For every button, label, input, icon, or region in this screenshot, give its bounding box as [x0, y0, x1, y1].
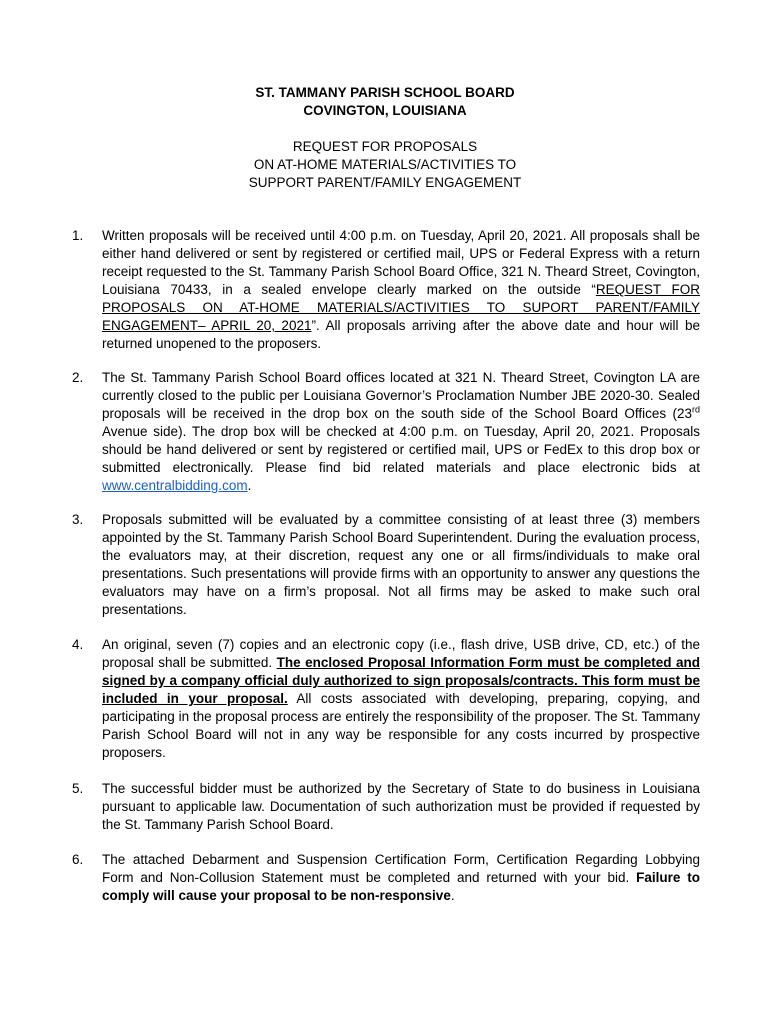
item-text: Written proposals will be received until 4:00 p.m. on Tuesday, April 20, 2021. All proposals shall be either hand delivered or sent by registered or certified mail, UPS or Federal Express with a return receipt requested to the St. Tammany Parish School Board Office, 321 N. Theard Street, Covington, Louisiana 70433, in a sealed envelope clearly marked on the outside “REQUEST FOR PROPOSALS ON AT-HOME MATERIALS/ACTIVITIES TO SUPORT PARENT/FAMILY ENGAGEMENT– APRIL 20, 2021”. All proposals arriving after the above date and hour will be returned unopened to the proposers.	[102, 228, 700, 351]
list-item	[72, 369, 700, 495]
required-form-notice: The enclosed Proposal Information Form must be completed and signed by a company official duly authorized to sign proposals/contracts. This form must be included in your proposal.	[102, 655, 700, 706]
item-number: 1.	[72, 228, 84, 243]
item-text: The successful bidder must be authorized by the Secretary of State to do business in Louisiana pursuant to applicable law. Documentation of such authorization must be provided if requested by the St. Tammany Parish School Board.	[102, 781, 700, 832]
item-number: 5.	[72, 781, 84, 796]
title-line-3: SUPPORT PARENT/FAMILY ENGAGEMENT	[248, 175, 522, 190]
item-text: The attached Debarment and Suspension Certification Form, Certification Regarding Lobbying Form and Non-Collusion Statement must be completed and returned with your bid. Failure to comply will cause your proposal to be non-responsive.	[102, 852, 700, 903]
item-text: The St. Tammany Parish School Board offices located at 321 N. Theard Street, Covington LA are currently closed to the public per Louisiana Governor’s Proclamation Number JBE 2020-30. Sealed proposals will be received in the drop box on the south side of the School Board Offices (23rd Avenue side). The drop box will be checked at 4:00 p.m. on Tuesday, April 20, 2021. Proposals should be hand delivered or sent by registered or certified mail, UPS or FedEx to this drop box or submitted electronically. Please find bid related materials and place electronic bids at www.centralbidding.com.	[102, 370, 700, 493]
list-item	[72, 511, 700, 619]
list-item	[72, 780, 700, 834]
non-responsive-warning: Failure to comply will cause your proposal to be non-responsive	[102, 870, 700, 903]
list-item	[72, 636, 700, 762]
title-line-1: REQUEST FOR PROPOSALS	[292, 139, 478, 154]
list-item	[72, 851, 700, 905]
item-number: 6.	[72, 852, 84, 867]
title-line-2: ON AT-HOME MATERIALS/ACTIVITIES TO	[253, 157, 517, 172]
bidding-site-link[interactable]: www.centralbidding.com	[102, 478, 248, 493]
list-item	[72, 227, 700, 353]
item-text: Proposals submitted will be evaluated by a committee consisting of at least three (3) members appointed by the St. Tammany Parish School Board Superintendent. During the evaluation process, the evaluators may, at their discretion, request any one or all firms/individuals to make oral presentations. Such presentations will provide firms with an opportunity to answer any questions the evaluators may have on a firm’s proposal. Not all firms may be asked to make such oral presentations.	[102, 512, 700, 617]
org-location: COVINGTON, LOUISIANA	[303, 103, 467, 118]
item-number: 4.	[72, 637, 84, 652]
document-title	[0, 138, 770, 192]
document-header	[0, 84, 770, 120]
org-name: ST. TAMMANY PARISH SCHOOL BOARD	[255, 85, 515, 100]
item-number: 3.	[72, 512, 84, 527]
item-number: 2.	[72, 370, 84, 385]
item-text: An original, seven (7) copies and an electronic copy (i.e., flash drive, USB drive, CD, etc.) of the proposal shall be submitted. The enclosed Proposal Information Form must be completed and signed by a company official duly authorized to sign proposals/contracts. This form must be included in your proposal. All costs associated with developing, preparing, copying, and participating in the proposal process are entirely the responsibility of the proposer. The St. Tammany Parish School Board will not in any way be responsible for any costs incurred by prospective proposers.	[102, 637, 700, 760]
envelope-marking: REQUEST FOR PROPOSALS ON AT-HOME MATERIALS/ACTIVITIES TO SUPORT PARENT/FAMILY ENGAGEMENT– APRIL 20, 2021	[102, 282, 700, 333]
